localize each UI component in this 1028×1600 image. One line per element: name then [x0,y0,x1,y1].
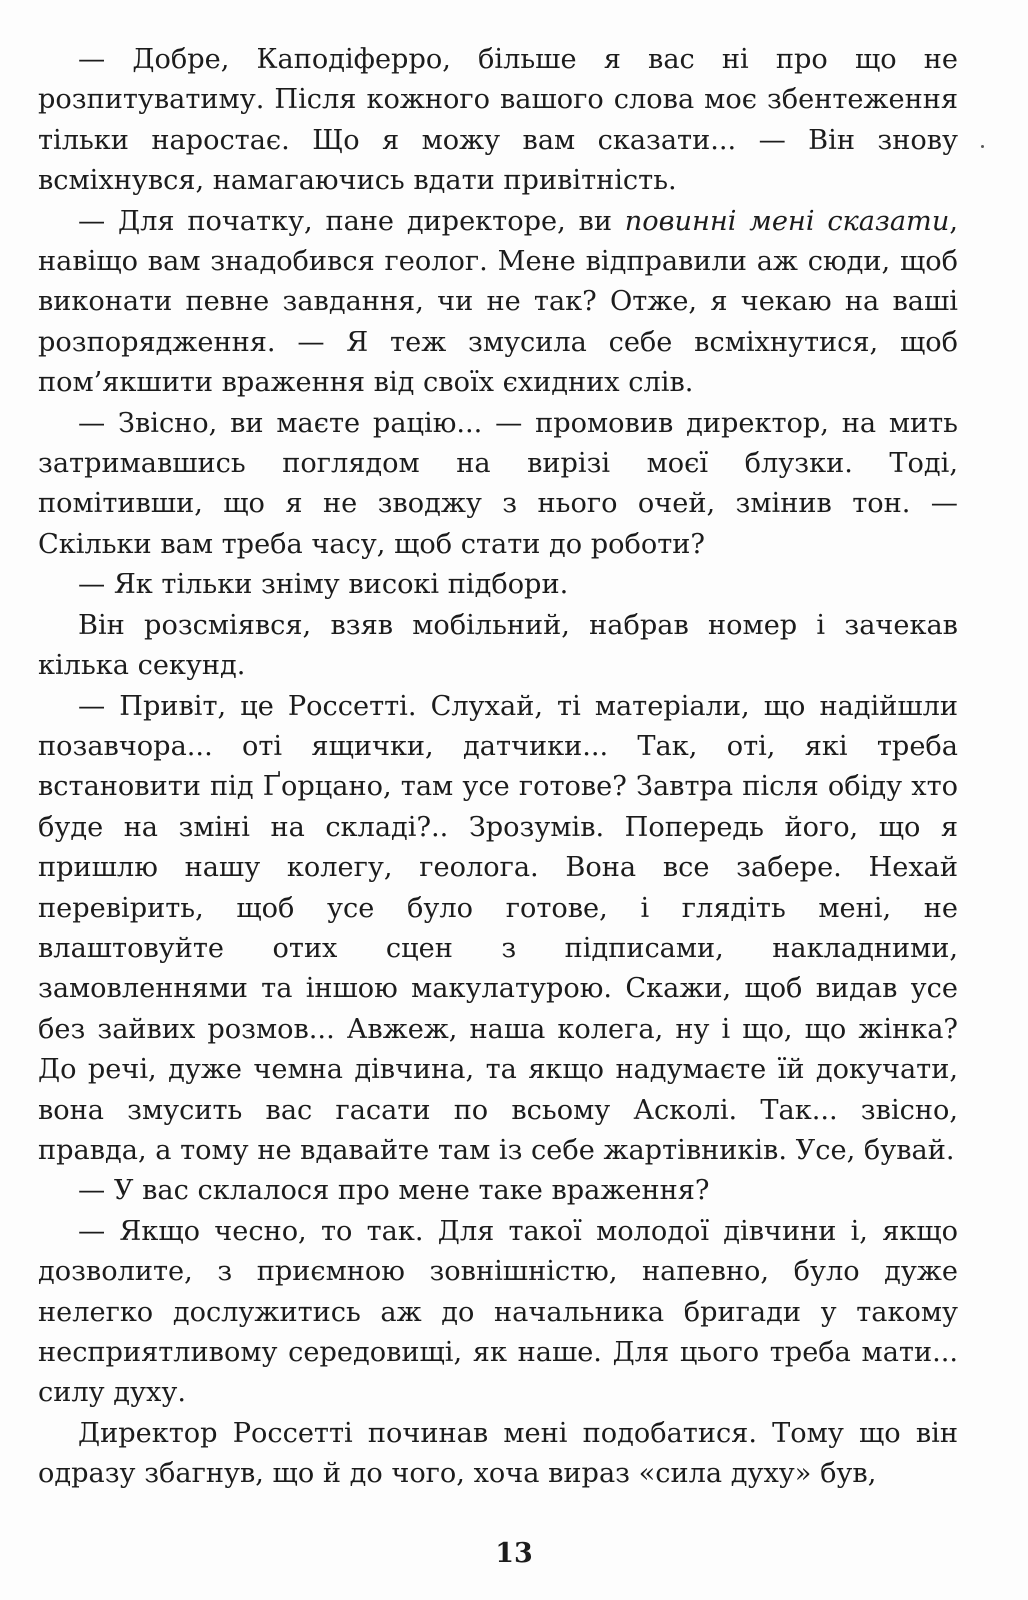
paragraph [38,202,958,404]
paragraph: — Добре, Каподіферро, більше я вас ні про що не розпитуватиму. Після кожного вашого слова моє збентеження тільки наростає. Що я можу вам сказати... — Він знову всміхнувся, намагаючись вдати привітність. [38,44,958,197]
paper-speck [981,145,984,148]
page-text [38,40,958,1495]
paragraph: — Якщо чесно, то так. Для такої молодої дівчини і, якщо дозволите, з приємною зовнішністю, напевно, було дуже нелегко дослужитись аж до начальника бригади у такому несприятливому середовищі, як наше. Для цього треба мати... силу духу. [38,1215,958,1409]
paragraph: — У вас склалося про мене таке враження? [78,1175,710,1207]
paragraph: — Як тільки зніму високі підбори. [78,569,569,601]
page-number: 13 [495,1538,533,1569]
paragraph: — Звісно, ви маєте рацію... — промовив директор, на мить затримавшись поглядом на вирізі моєї блузки. Тоді, помітивши, що я не зводжу з нього очей, змінив тон. — Скільки вам треба часу, щоб стати до роботи? [38,407,958,560]
paragraph-text: — Для початку, пане директоре, ви [78,205,625,237]
paragraph: — Привіт, це Россетті. Слухай, ті матеріали, що надійшли позавчора... оті ящички, датчики... Так, оті, які треба встановити під Ґорцано, там усе готове? Завтра після обіду хто буде на зміні на складі?.. Зрозумів. Попередь його, що я пришлю нашу колегу, геолога. Вона все забере. Нехай перевірить, щоб усе було готове, і глядіть мені, не влаштовуйте отих сцен з підписами, накладними, замовленнями та іншою макулатурою. Скажи, щоб видав усе без зайвих розмов... Авжеж, наша колега, ну і що, що жінка? До речі, дуже чемна дівчина, та якщо надумаєте їй докучати, вона змусить вас гасати по всьому Асколі. Так... звісно, правда, а тому не вдавайте там із себе жартівників. Усе, бувай. [38,690,958,1166]
paragraph: Директор Россетті починав мені подобатися. Тому що він одразу збагнув, що й до чого, хоча вираз «сила духу» був, [38,1417,958,1490]
paragraph-text: , навіщо вам знадобився геолог. Мене відправили аж сюди, щоб виконати певне завдання, чи не так? Отже, я чекаю на ваші розпорядження. — Я теж змусила себе всміхнутися, щоб пом’якшити враження від своїх єхидних слів. [38,205,958,399]
emphasized-text: повинні мені сказати [624,205,950,237]
paragraph: Він розсміявся, взяв мобільний, набрав номер і зачекав кілька секунд. [38,609,958,682]
